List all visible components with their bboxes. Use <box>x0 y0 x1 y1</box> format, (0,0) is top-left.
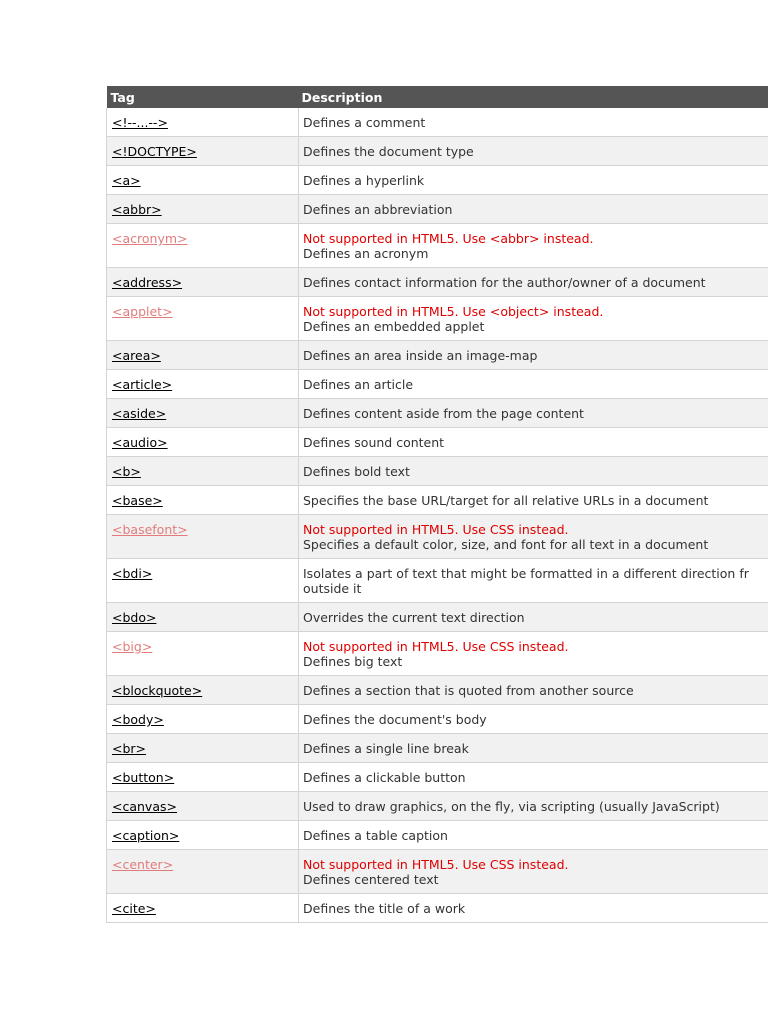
description-text: Defines an area inside an image-map <box>303 348 538 363</box>
table-row <box>107 370 768 399</box>
table-row <box>107 297 768 341</box>
description-text: Defines an acronym <box>303 246 429 261</box>
description-text: Defines bold text <box>303 464 410 479</box>
column-header-description: Description <box>299 86 768 108</box>
tag-link[interactable]: <article> <box>112 377 173 392</box>
description-cell <box>299 137 768 166</box>
description-cell <box>299 428 768 457</box>
tag-cell <box>107 632 299 676</box>
description-cell <box>299 195 768 224</box>
table-row <box>107 894 768 923</box>
description-text: Defines content aside from the page content <box>303 406 584 421</box>
deprecation-warning: Not supported in HTML5. Use <object> instead. <box>303 304 604 319</box>
description-cell <box>299 486 768 515</box>
tag-cell <box>107 705 299 734</box>
table-row <box>107 850 768 894</box>
tag-cell <box>107 137 299 166</box>
description-cell <box>299 850 768 894</box>
tag-link[interactable]: <b> <box>112 464 141 479</box>
table-row <box>107 341 768 370</box>
description-cell <box>299 705 768 734</box>
tag-link[interactable]: <a> <box>112 173 141 188</box>
description-text: Defines the document's body <box>303 712 487 727</box>
description-text: Defines sound content <box>303 435 445 450</box>
html-tags-table-container <box>106 86 768 923</box>
tag-cell <box>107 399 299 428</box>
tag-cell <box>107 515 299 559</box>
description-text: Defines a comment <box>303 115 426 130</box>
table-row <box>107 268 768 297</box>
description-text: Defines a hyperlink <box>303 173 425 188</box>
description-text: Defines the title of a work <box>303 901 466 916</box>
description-cell <box>299 166 768 195</box>
table-row <box>107 705 768 734</box>
tag-link[interactable]: <basefont> <box>112 522 188 537</box>
description-cell <box>299 559 768 603</box>
tag-cell <box>107 268 299 297</box>
description-text: Defines a single line break <box>303 741 469 756</box>
description-cell <box>299 763 768 792</box>
table-row <box>107 399 768 428</box>
tag-cell <box>107 894 299 923</box>
description-text: Defines an article <box>303 377 414 392</box>
table-row <box>107 603 768 632</box>
description-text: Defines big text <box>303 654 403 669</box>
description-cell <box>299 515 768 559</box>
tag-link[interactable]: <body> <box>112 712 164 727</box>
tag-link[interactable]: <big> <box>112 639 153 654</box>
tag-cell <box>107 108 299 137</box>
tag-cell <box>107 792 299 821</box>
table-row <box>107 559 768 603</box>
tag-link[interactable]: <bdi> <box>112 566 153 581</box>
description-cell <box>299 734 768 763</box>
tag-link[interactable]: <cite> <box>112 901 156 916</box>
table-row <box>107 632 768 676</box>
deprecation-warning: Not supported in HTML5. Use <abbr> instead. <box>303 231 594 246</box>
tag-link[interactable]: <!DOCTYPE> <box>112 144 197 159</box>
tag-link[interactable]: <base> <box>112 493 163 508</box>
description-cell <box>299 341 768 370</box>
description-text: Isolates a part of text that might be formatted in a different direction fr <box>303 566 749 581</box>
tag-link[interactable]: <caption> <box>112 828 180 843</box>
description-cell <box>299 792 768 821</box>
tag-link[interactable]: <center> <box>112 857 174 872</box>
description-cell <box>299 297 768 341</box>
tag-link[interactable]: <abbr> <box>112 202 162 217</box>
tag-link[interactable]: <blockquote> <box>112 683 203 698</box>
description-text: Defines a table caption <box>303 828 448 843</box>
description-cell <box>299 632 768 676</box>
table-row <box>107 792 768 821</box>
tag-cell <box>107 370 299 399</box>
table-row <box>107 224 768 268</box>
table-row <box>107 457 768 486</box>
tag-cell <box>107 603 299 632</box>
tag-cell <box>107 166 299 195</box>
description-cell <box>299 603 768 632</box>
tag-cell <box>107 821 299 850</box>
description-text: Defines contact information for the author/owner of a document <box>303 275 706 290</box>
tag-cell <box>107 734 299 763</box>
tag-link[interactable]: <button> <box>112 770 175 785</box>
table-row <box>107 428 768 457</box>
tag-link[interactable]: <area> <box>112 348 161 363</box>
description-text-continued: outside it <box>303 581 362 596</box>
table-row <box>107 821 768 850</box>
tag-cell <box>107 850 299 894</box>
column-header-tag: Tag <box>107 86 299 108</box>
table-row <box>107 763 768 792</box>
tag-cell <box>107 195 299 224</box>
description-text: Defines a section that is quoted from another source <box>303 683 634 698</box>
deprecation-warning: Not supported in HTML5. Use CSS instead. <box>303 857 569 872</box>
table-row <box>107 734 768 763</box>
tag-cell <box>107 676 299 705</box>
description-text: Specifies the base URL/target for all relative URLs in a document <box>303 493 709 508</box>
tag-link[interactable]: <br> <box>112 741 147 756</box>
tag-cell <box>107 428 299 457</box>
description-cell <box>299 894 768 923</box>
tag-cell <box>107 297 299 341</box>
tag-cell <box>107 559 299 603</box>
description-text: Overrides the current text direction <box>303 610 525 625</box>
table-row <box>107 676 768 705</box>
description-text: Specifies a default color, size, and font for all text in a document <box>303 537 709 552</box>
description-text: Defines the document type <box>303 144 474 159</box>
table-row <box>107 515 768 559</box>
description-cell <box>299 676 768 705</box>
description-text: Defines an abbreviation <box>303 202 453 217</box>
description-text: Defines centered text <box>303 872 439 887</box>
description-cell <box>299 224 768 268</box>
tag-link[interactable]: <canvas> <box>112 799 177 814</box>
tag-link[interactable]: <bdo> <box>112 610 157 625</box>
description-cell <box>299 457 768 486</box>
tag-link[interactable]: <aside> <box>112 406 167 421</box>
tag-cell <box>107 763 299 792</box>
table-row <box>107 108 768 137</box>
tag-link[interactable]: <address> <box>112 275 183 290</box>
tag-cell <box>107 486 299 515</box>
tag-link[interactable]: <applet> <box>112 304 173 319</box>
tag-cell <box>107 457 299 486</box>
description-cell <box>299 108 768 137</box>
description-cell <box>299 370 768 399</box>
description-cell <box>299 821 768 850</box>
table-row <box>107 486 768 515</box>
tag-cell <box>107 224 299 268</box>
tag-link[interactable]: <!--...--> <box>112 115 168 130</box>
html-tags-table <box>106 86 768 923</box>
tag-link[interactable]: <audio> <box>112 435 168 450</box>
deprecation-warning: Not supported in HTML5. Use CSS instead. <box>303 522 569 537</box>
table-row <box>107 195 768 224</box>
table-row <box>107 166 768 195</box>
tag-cell <box>107 341 299 370</box>
description-text: Defines a clickable button <box>303 770 466 785</box>
table-body <box>107 108 768 923</box>
description-text: Used to draw graphics, on the fly, via scripting (usually JavaScript) <box>303 799 720 814</box>
table-row <box>107 137 768 166</box>
tag-link[interactable]: <acronym> <box>112 231 188 246</box>
table-header-row <box>107 86 768 108</box>
deprecation-warning: Not supported in HTML5. Use CSS instead. <box>303 639 569 654</box>
description-cell <box>299 268 768 297</box>
description-text: Defines an embedded applet <box>303 319 485 334</box>
description-cell <box>299 399 768 428</box>
